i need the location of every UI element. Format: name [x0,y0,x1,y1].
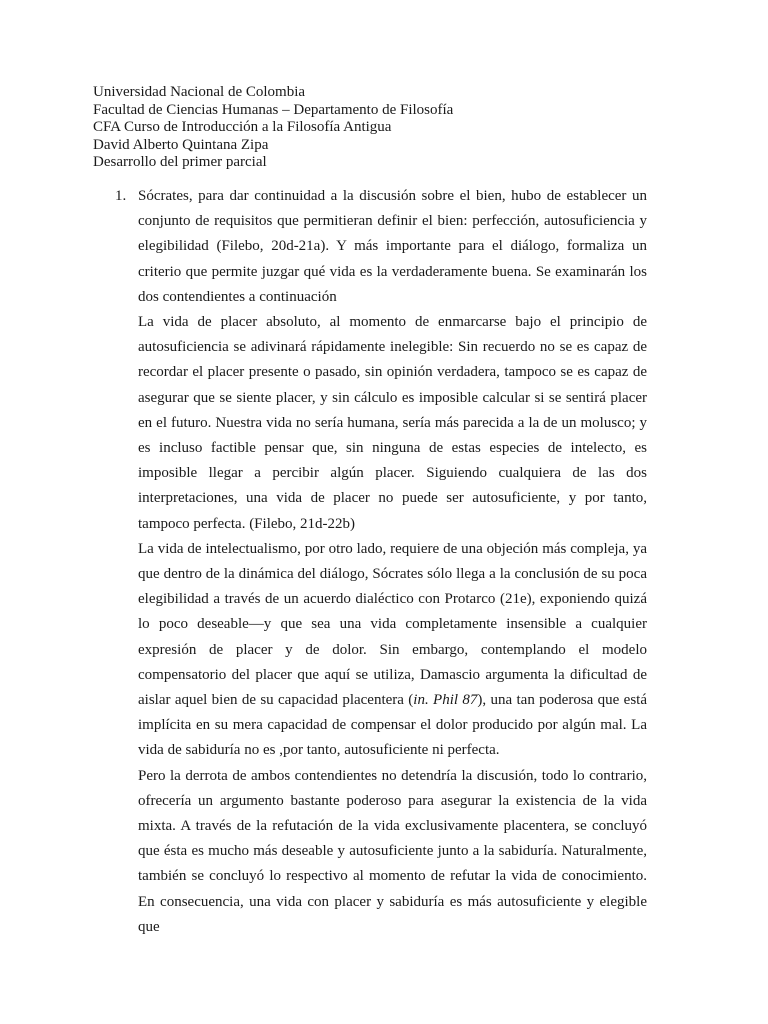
paragraph-mixed-life: Pero la derrota de ambos contendientes no detendría la discusión, todo lo contrario, ofrecería un argumento bastante poderoso para asegurar la existencia de la vida mixta. A través de la refutación de la vida exclusivamente placentera, se concluyó que ésta es mucho más deseable y autosuficiente junto a la sabiduría. Naturalmente, también se concluyó lo respectivo al momento de refutar la vida de conocimiento. En consecuencia, una vida con placer y sabiduría es más autosuficiente y elegible que [138,767,647,935]
header-faculty: Facultad de Ciencias Humanas – Departamento de Filosofía [93,101,454,118]
paragraph-pleasure-life: La vida de placer absoluto, al momento de enmarcarse bajo el principio de autosuficiencia se adivinará rápidamente inelegible: Sin recuerdo no se es capaz de recordar el placer presente o pasado, sin opinión verdadera, tampoco se es capaz de asegurar que se siente placer, y sin cálculo es imposible calcular si se sentirá placer en el futuro. Nuestra vida no sería humana, sería más parecida a la de un molusco; y es incluso factible pensar que, sin ninguna de estas especies de intelecto, es imposible llegar a percibir algún placer. Siguiendo cualquiera de las dos interpretaciones, una vida de placer no puede ser autosuficiente, y por tanto, tampoco perfecta. (Filebo, 21d-22b) [138,314,647,532]
paragraph-intellect-text-end: ), una tan poderosa que está implícita en su mera capacidad de compensar el dolor producido por algún mal. La vida de sabiduría no es ,por tanto, autosuficiente ni perfecta. [138,692,647,759]
header-university: Universidad Nacional de Colombia [93,84,306,100]
header-course: CFA Curso de Introducción a la Filosofía Antigua [93,119,392,135]
header-author: David Alberto Quintana Zipa [93,136,269,153]
citation-italic: in. Phil 87 [413,692,478,709]
list-item-number: 1. [115,188,127,204]
paragraph-intellect-text: La vida de intelectualismo, por otro lado, requiere de una objeción más compleja, ya que dentro de la dinámica del diálogo, Sócrates sólo llega a la conclusión de su poca elegibilidad a través de un acuerdo dialéctico con Protarco (21e), exponiendo quizá lo poco deseable—y que sea una vida completamente insensible a cualquier expresión de placer y de dolor. Sin embargo, contemplando el modelo compensatorio del placer que aquí se utiliza, Damascio argumenta la dificultad de aislar aquel bien de su capacidad placentera ( [138,540,647,709]
list-item [93,184,647,940]
header-assignment: Desarrollo del primer parcial [93,154,267,170]
numbered-list [93,184,647,940]
paragraph-requisites: Sócrates, para dar continuidad a la discusión sobre el bien, hubo de establecer un conjunto de requisitos que permitieran definir el bien: perfección, autosuficiencia y elegibilidad (Filebo, 20d-21a). Y más importante para el diálogo, formaliza un criterio que permite juzgar qué vida es la verdaderamente buena. Se examinarán los dos contendientes a continuación [138,188,647,305]
document-header [93,84,693,172]
paragraph-intellect-life [138,537,647,764]
